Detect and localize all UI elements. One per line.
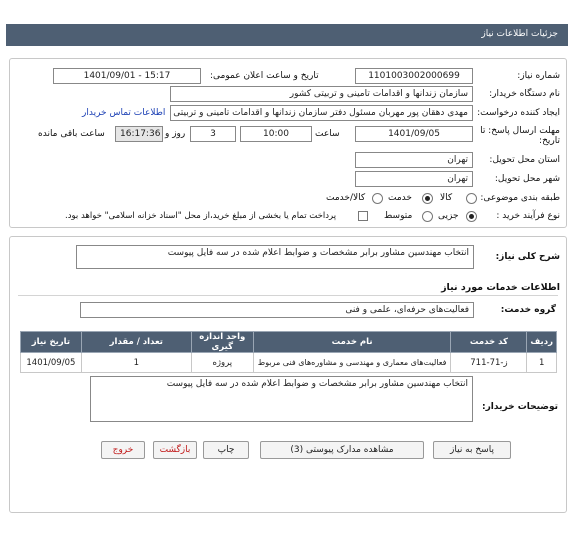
col-need-date: تاریخ نیاز <box>21 332 82 353</box>
cell-row-number: 1 <box>527 353 557 373</box>
col-row-number: ردیف <box>527 332 557 353</box>
time-remaining-field: 16:17:36 <box>115 126 163 142</box>
buyer-contact-link[interactable]: اطلاعات تماس خریدار <box>82 108 166 118</box>
summary-field: انتخاب مهندسین مشاور برابر مشخصات و ضوابط اعلام شده در سه فایل پیوست <box>76 245 474 269</box>
category-goods-service-radio[interactable] <box>372 193 383 204</box>
col-quantity: تعداد / مقدار <box>81 332 191 353</box>
process-medium-label: متوسط <box>384 211 413 221</box>
city-field: تهران <box>355 171 473 187</box>
page-title-bar <box>6 24 568 46</box>
creator-field: مهدی دهقان پور مهربان مسئول دفتر سازمان زندانها و اقدامات تامینی و تربیتی <box>170 105 473 121</box>
buyer-notes-label: توضیحات خریدار: <box>482 402 558 412</box>
buyer-field: سازمان زندانها و اقدامات تامینی و تربیتی کشور <box>170 86 473 102</box>
cell-unit: پروژه <box>191 353 253 373</box>
cell-need-date: 1401/09/05 <box>21 353 82 373</box>
need-info-panel <box>9 58 567 228</box>
buyer-label: نام دستگاه خریدار: <box>489 89 560 99</box>
exit-button[interactable]: خروج <box>101 441 145 459</box>
cell-service-name: فعالیت‌های معماری و مهندسی و مشاوره‌های فنی مربوط <box>253 353 451 373</box>
service-group-field: فعالیت‌های حرفه‌ای، علمی و فنی <box>80 302 474 318</box>
category-goods-label: کالا <box>440 193 453 203</box>
col-unit: واحد اندازه گیری <box>191 332 253 353</box>
treasury-payment-checkbox[interactable] <box>358 211 368 221</box>
col-service-name: نام خدمت <box>253 332 451 353</box>
province-label: استان محل تحویل: <box>489 155 560 165</box>
need-number-field: 1101003002000699 <box>355 68 473 84</box>
process-minor-radio[interactable] <box>466 211 477 222</box>
process-minor-label: جزیی <box>438 211 459 221</box>
announce-field: 1401/09/01 - 15:17 <box>53 68 201 84</box>
category-label: طبقه بندی موضوعی: <box>480 193 560 203</box>
process-medium-radio[interactable] <box>422 211 433 222</box>
treasury-payment-note: پرداخت تمام یا بخشی از مبلغ خرید،از محل "اسناد خزانه اسلامی" خواهد بود. <box>65 211 337 221</box>
category-goods-radio[interactable] <box>466 193 477 204</box>
need-details-panel <box>9 236 567 513</box>
section-divider <box>18 295 558 296</box>
services-section-title: اطلاعات خدمات مورد نیاز <box>441 282 560 293</box>
need-number-label: شماره نیاز: <box>517 71 560 81</box>
col-service-code: کد خدمت <box>451 332 527 353</box>
buyer-notes-field: انتخاب مهندسین مشاور برابر مشخصات و ضوابط اعلام شده در سه فایل پیوست <box>90 376 473 422</box>
table-row <box>21 353 557 373</box>
days-label: روز و <box>165 129 186 139</box>
cell-quantity: 1 <box>81 353 191 373</box>
process-label: نوع فرآیند خرید : <box>496 211 560 221</box>
view-attachments-button[interactable]: مشاهده مدارک پیوستی (3) <box>260 441 424 459</box>
category-service-label: خدمت <box>388 193 412 203</box>
summary-label: شرح کلی نیاز: <box>495 252 560 262</box>
creator-label: ایجاد کننده درخواست: <box>477 108 560 118</box>
days-remaining-field: 3 <box>190 126 236 142</box>
service-group-label: گروه خدمت: <box>500 305 556 315</box>
deadline-time-label: ساعت <box>315 129 340 139</box>
services-table <box>20 331 557 373</box>
back-button[interactable]: بازگشت <box>153 441 197 459</box>
time-remaining-label: ساعت باقی مانده <box>38 129 105 139</box>
deadline-time-field: 10:00 <box>240 126 312 142</box>
category-goods-service-label: کالا/خدمت <box>326 193 366 203</box>
reply-button[interactable]: پاسخ به نیاز <box>433 441 511 459</box>
page-title: جزئیات اطلاعات نیاز <box>481 29 558 39</box>
cell-service-code: ز-71-711 <box>451 353 527 373</box>
province-field: تهران <box>355 152 473 168</box>
announce-label: تاریخ و ساعت اعلان عمومی: <box>210 71 319 81</box>
print-button[interactable]: چاپ <box>203 441 249 459</box>
category-service-radio[interactable] <box>422 193 433 204</box>
deadline-date-field: 1401/09/05 <box>355 126 473 142</box>
city-label: شهر محل تحویل: <box>494 174 560 184</box>
deadline-label: مهلت ارسال پاسخ: تا تاریخ: <box>480 126 560 146</box>
services-table-header <box>21 332 557 353</box>
